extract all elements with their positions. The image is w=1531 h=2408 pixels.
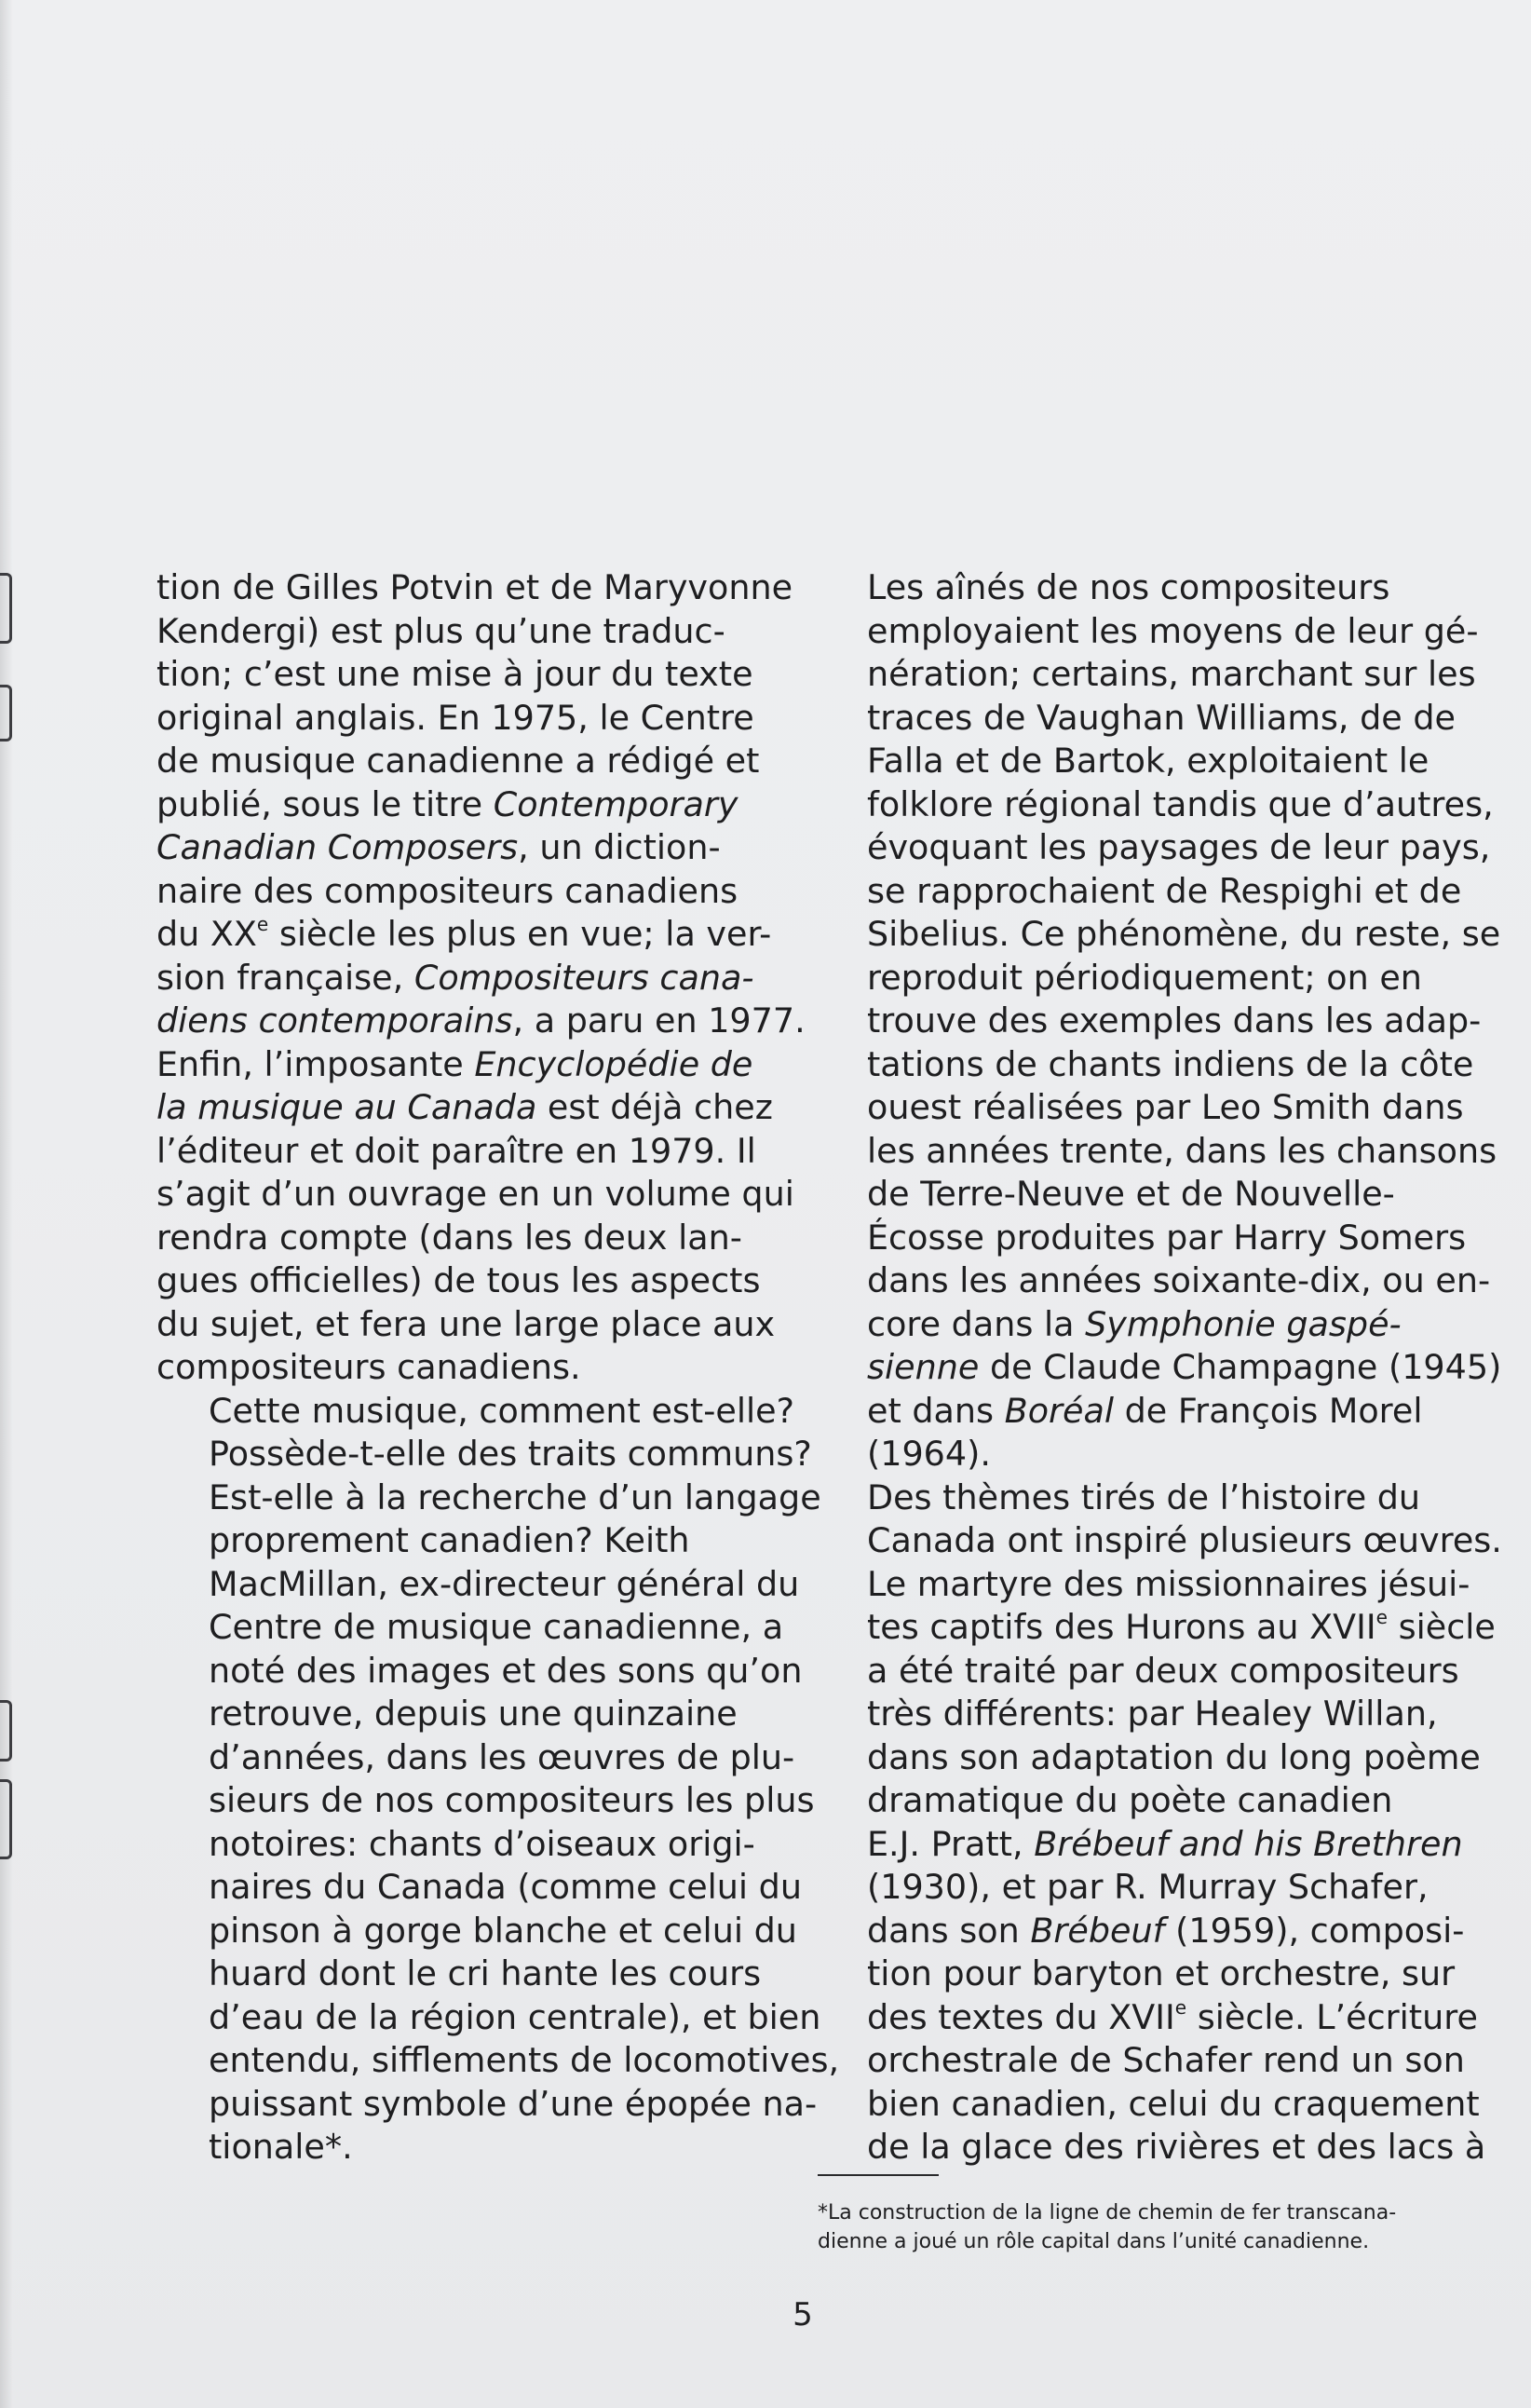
text-line: folklore régional tandis que d’autres, [867,783,1494,824]
book-title: la musique au Canada [156,1087,537,1127]
text-line: d’années, dans les œuvres de plu- [209,1736,795,1777]
text-line: (1964). [867,1434,991,1474]
text-run: Enfin, l’imposante [156,1043,475,1084]
text-line: tations de chants indiens de la côte [867,1043,1474,1084]
text-line: tion; c’est une mise à jour du texte [156,654,753,694]
text-line [156,1043,799,1087]
text-line: de Terre-Neuve et de Nouvelle- [867,1174,1395,1214]
text-run: , un diction- [518,827,721,867]
text-line [815,1346,1502,1390]
paragraph [815,1476,1502,2170]
work-title: Brébeuf and his Brethren [1034,1823,1463,1864]
text-line: Le martyre des missionnaires jésui- [867,1563,1470,1604]
text-line [156,957,799,1000]
footnote-line: dienne a joué un rôle capital dans l’unité canadienne. [818,2230,1370,2253]
book-title: diens contemporains [156,1000,513,1041]
superscript: e [1174,1995,1187,2019]
text-line: entendu, sifflements de locomotives, [209,2040,840,2080]
text-line: Centre de musique canadienne, a [209,1607,784,1647]
text-line: traces de Vaughan Williams, de de [867,697,1456,738]
text-line: retrouve, depuis une quinzaine [209,1694,738,1734]
text-line [815,1823,1463,1867]
paragraph [815,566,1502,1476]
text-line: Sibelius. Ce phénomène, du reste, se [867,914,1501,954]
text-line: Des thèmes tirés de l’histoire du [867,1476,1421,1517]
text-line: bien canadien, celui du craquement [867,2083,1480,2124]
text-line: se rapprochaient de Respighi et de [867,870,1462,911]
text-line: orchestrale de Schafer rend un son [867,2040,1465,2080]
text-run: sion française, [156,957,414,998]
text-line [156,913,799,957]
work-title: Symphonie gaspé- [1085,1303,1402,1344]
binding-edge [0,0,13,2408]
text-run: siècle les plus en vue; la ver- [268,914,772,954]
paragraph [156,1390,840,2170]
text-line: a été traité par deux compositeurs [867,1650,1459,1691]
work-title: Boréal [1004,1390,1115,1431]
text-run: dans son [867,1910,1031,1951]
text-line: d’eau de la région centrale), et bien [209,1996,821,2037]
text-line: trouve des exemples dans les adap- [867,1000,1482,1041]
text-run: tes captifs des Hurons au XVII [867,1607,1376,1647]
text-line: rendra compte (dans les deux lan- [156,1217,742,1258]
work-title: Brébeuf [1030,1910,1165,1951]
text-line [815,1303,1429,1347]
text-line [156,1086,799,1130]
text-run: de Claude Champagne (1945) [979,1347,1502,1387]
staple-mark [0,685,12,741]
text-line: Falla et de Bartok, exploitaient le [867,741,1429,781]
text-run: de François Morel [1114,1390,1423,1431]
text-line [815,1910,1465,1953]
text-line: compositeurs canadiens. [156,1347,581,1387]
text-line: gues officielles) de tous les aspects [156,1260,761,1300]
text-line: proprement canadien? Keith [209,1520,690,1560]
text-run: siècle [1387,1607,1496,1647]
text-line [156,1000,806,1043]
page-number: 5 [793,2296,813,2333]
text-line: Canada ont inspiré plusieurs œuvres. [867,1520,1502,1560]
text-line: tionale*. [209,2127,353,2167]
text-run: E.J. Pratt, [867,1823,1035,1864]
text-line: tion pour baryton et orchestre, sur [867,1953,1456,1993]
text-line: pinson à gorge blanche et celui du [209,1910,797,1951]
staple-mark [0,573,12,644]
footnote-rule [818,2174,939,2176]
text-line: huard dont le cri hante les cours [209,1953,762,1993]
text-line: puissant symbole d’une épopée na- [209,2083,818,2124]
text-line: nération; certains, marchant sur les [867,654,1476,694]
text-run: du XX [156,914,257,954]
text-line: dans les années soixante-dix, ou en- [867,1260,1491,1300]
text-line [815,1390,1429,1434]
footnote [818,2198,1451,2256]
text-line: naire des compositeurs canadiens [156,870,738,911]
text-line: original anglais. En 1975, le Centre [156,697,754,738]
text-line: Possède-t-elle des traits communs? [209,1434,812,1474]
text-run: core dans la [867,1303,1086,1344]
text-line: Est-elle à la recherche d’un langage [209,1476,821,1517]
text-line: (1930), et par R. Murray Schafer, [867,1867,1429,1907]
text-line: du sujet, et fera une large place aux [156,1303,776,1344]
text-line [815,1995,1478,2040]
work-title: sienne [867,1347,980,1387]
text-line: Cette musique, comment est-elle? [209,1390,794,1431]
text-line: de musique canadienne a rédigé et [156,741,760,781]
right-column [815,566,1502,2170]
paragraph [156,566,806,1390]
text-line: Kendergi) est plus qu’une traduc- [156,610,725,651]
text-line: de la glace des rivières et des lacs à [867,2127,1486,2167]
text-run: des textes du XVII [867,1996,1175,2037]
text-line: naires du Canada (comme celui du [209,1867,802,1907]
text-line: MacMillan, ex-directeur général du [209,1563,800,1604]
text-line: les années trente, dans les chansons [867,1130,1497,1171]
book-title: Compositeurs cana- [413,957,754,998]
staple-mark [0,1779,12,1859]
text-line: évoquant les paysages de leur pays, [867,827,1491,867]
text-line: reproduit périodiquement; on en [867,957,1422,998]
book-title: Contemporary [493,783,738,824]
text-line: très différents: par Healey Willan, [867,1694,1438,1734]
text-line: tion de Gilles Potvin et de Maryvonne [156,567,793,607]
book-title: Encyclopédie de [474,1043,753,1084]
text-line: dans son adaptation du long poème [867,1736,1481,1777]
text-line: s’agit d’un ouvrage en un volume qui [156,1174,794,1214]
text-run: , a paru en 1977. [512,1000,806,1041]
text-run: siècle. L’écriture [1186,1996,1478,2037]
superscript: e [256,912,269,935]
text-line: sieurs de nos compositeurs les plus [209,1780,815,1820]
staple-mark [0,1700,12,1762]
footnote-line: *La construction de la ligne de chemin de fer transcana- [818,2201,1397,2224]
left-column [156,566,840,2170]
text-line: notoires: chants d’oiseaux origi- [209,1823,755,1864]
text-run: (1959), composi- [1164,1910,1465,1951]
superscript: e [1375,1605,1388,1628]
text-line: Les aînés de nos compositeurs [867,567,1390,607]
text-run: et dans [867,1390,1005,1431]
text-line [156,826,799,870]
text-run: publié, sous le titre [156,783,494,824]
text-line: dramatique du poète canadien [867,1780,1393,1820]
text-line [156,783,799,827]
text-line: employaient les moyens de leur gé- [867,610,1479,651]
text-line: Écosse produites par Harry Somers [867,1217,1467,1258]
text-run: est déjà chez [536,1087,773,1127]
text-line [815,1605,1496,1650]
text-line: l’éditeur et doit paraître en 1979. Il [156,1130,756,1171]
text-line: noté des images et des sons qu’on [209,1650,803,1691]
text-line: ouest réalisées par Leo Smith dans [867,1087,1464,1127]
book-title: Canadian Composers [156,827,519,867]
